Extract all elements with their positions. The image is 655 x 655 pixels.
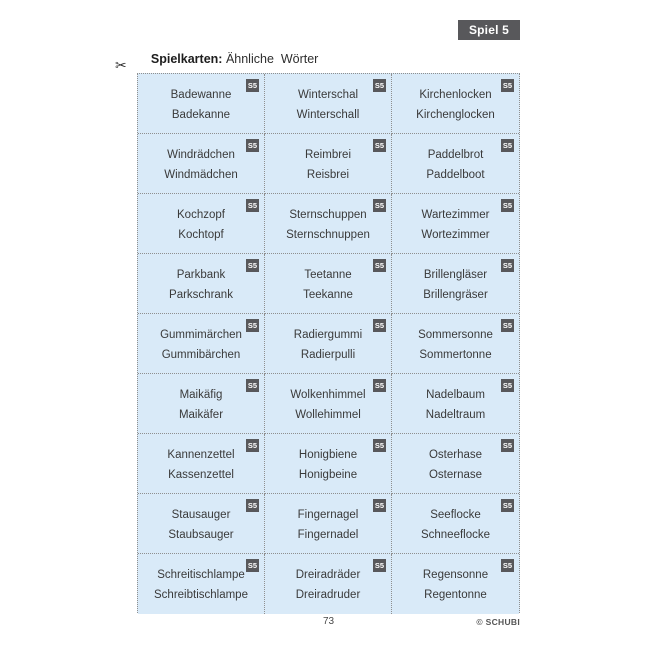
word-card [138, 314, 265, 374]
word-line-2: Regentonne [424, 589, 487, 601]
card-game-badge: S5 [374, 321, 385, 330]
word-line-1: Sternschuppen [289, 208, 367, 221]
word-line-2: Paddelboot [426, 168, 485, 181]
word-line-2: Nadeltraum [425, 408, 486, 421]
word-card [265, 554, 392, 614]
card-game-badge: S5 [374, 141, 385, 150]
word-line-1: Kochzopf [177, 208, 225, 221]
word-line-1: Nadelbaum [426, 388, 485, 401]
word-line-1: Parkbank [176, 268, 226, 281]
word-card [265, 134, 392, 194]
word-line-2: Staubsauger [168, 528, 234, 541]
card-game-badge: S5 [374, 381, 385, 390]
word-line-2: Schreibtischlampe [154, 589, 248, 601]
card-game-badge: S5 [502, 321, 513, 330]
word-card [392, 134, 519, 194]
word-card [138, 554, 265, 614]
card-game-badge: S5 [502, 261, 513, 270]
word-card [392, 494, 519, 554]
word-card [265, 374, 392, 434]
word-line-1: Osterhase [428, 448, 483, 461]
word-card [138, 374, 265, 434]
word-line-1: Wartezimmer [421, 208, 490, 221]
word-line-1: Stausauger [171, 508, 231, 521]
word-line-1: Kannenzettel [167, 448, 235, 461]
word-line-2: Wortezimmer [421, 228, 490, 241]
word-card [265, 194, 392, 254]
word-line-1: Wolkenhimmel [290, 388, 366, 401]
word-line-1: Brillengläser [423, 268, 488, 281]
word-line-1: Reimbrei [304, 148, 351, 161]
card-game-badge: S5 [502, 381, 513, 390]
word-line-2: Kochtopf [178, 228, 224, 241]
card-game-badge: S5 [502, 141, 513, 150]
card-game-badge: S5 [247, 81, 258, 90]
card-game-badge: S5 [247, 381, 258, 390]
card-game-badge: S5 [247, 501, 258, 510]
word-line-1: Dreiradräder [295, 569, 361, 581]
word-card [138, 254, 265, 314]
word-line-2: Teekanne [303, 288, 353, 301]
card-game-badge: S5 [374, 81, 385, 90]
card-game-badge: S5 [374, 561, 385, 570]
word-card [392, 74, 519, 134]
word-line-2: Parkschrank [169, 288, 233, 301]
word-line-1: Gummimärchen [160, 328, 242, 341]
word-card [392, 194, 519, 254]
word-card [138, 194, 265, 254]
word-line-1: Winterschal [297, 88, 359, 101]
word-line-2: Kassenzettel [168, 468, 234, 481]
card-game-badge: S5 [247, 141, 258, 150]
page-title-label: Spielkarten: [150, 52, 223, 66]
word-line-2: Schneeflocke [420, 528, 491, 541]
word-line-1: Schreitischlampe [157, 569, 245, 581]
word-line-2: Sommertonne [419, 348, 492, 361]
card-game-badge: S5 [247, 261, 258, 270]
word-card [392, 314, 519, 374]
page-number: 73 [322, 616, 335, 627]
card-game-badge: S5 [247, 321, 258, 330]
word-line-1: Kirchenlocken [419, 88, 492, 101]
word-line-2: Brillengräser [423, 288, 488, 301]
card-game-badge: S5 [374, 441, 385, 450]
word-card [392, 374, 519, 434]
word-line-1: Windrädchen [167, 148, 235, 161]
word-line-2: Kirchenglocken [416, 108, 495, 121]
scissors-icon: ✂ [115, 57, 127, 73]
word-line-1: Sommersonne [418, 328, 493, 341]
card-grid [137, 73, 520, 613]
word-line-2: Reisbrei [306, 168, 350, 181]
word-card [265, 314, 392, 374]
word-card [138, 494, 265, 554]
page-title-subject: Ähnliche Wörter [222, 52, 319, 66]
word-line-1: Badewanne [170, 88, 232, 101]
word-line-1: Honigbiene [298, 448, 358, 461]
word-line-1: Regensonne [422, 569, 489, 581]
card-game-badge: S5 [502, 81, 513, 90]
word-card [138, 74, 265, 134]
word-line-1: Paddelbrot [427, 148, 484, 161]
card-game-badge: S5 [502, 201, 513, 210]
word-card [138, 434, 265, 494]
word-card [265, 494, 392, 554]
word-line-2: Gummibärchen [161, 348, 241, 361]
word-line-2: Sternschnuppen [286, 228, 370, 241]
word-card [265, 434, 392, 494]
word-card [392, 434, 519, 494]
copyright-notice: © SCHUBI [476, 617, 520, 627]
word-card [392, 554, 519, 614]
card-game-badge: S5 [374, 261, 385, 270]
word-line-2: Badekanne [171, 108, 231, 121]
word-line-1: Seeflocke [430, 508, 481, 521]
word-line-1: Teetanne [304, 268, 352, 281]
word-line-2: Osternase [428, 468, 483, 481]
word-line-1: Radiergummi [293, 328, 363, 341]
word-card [265, 74, 392, 134]
card-game-badge: S5 [247, 201, 258, 210]
word-line-2: Dreiradruder [295, 589, 361, 601]
word-line-2: Fingernadel [297, 528, 359, 541]
card-game-badge: S5 [502, 561, 513, 570]
word-line-2: Honigbeine [298, 468, 358, 481]
word-line-1: Fingernagel [297, 508, 359, 521]
word-line-2: Windmädchen [164, 168, 238, 181]
card-game-badge: S5 [502, 501, 513, 510]
card-game-badge: S5 [247, 561, 258, 570]
word-line-2: Maikäfer [178, 408, 224, 421]
game-number-badge: Spiel 5 [458, 20, 520, 40]
card-game-badge: S5 [374, 201, 385, 210]
word-card [392, 254, 519, 314]
word-line-2: Winterschall [296, 108, 360, 121]
card-game-badge: S5 [374, 501, 385, 510]
word-line-2: Radierpulli [300, 348, 356, 361]
card-game-badge: S5 [247, 441, 258, 450]
card-game-badge: S5 [502, 441, 513, 450]
word-card [265, 254, 392, 314]
word-card [138, 134, 265, 194]
word-line-2: Wollehimmel [295, 408, 361, 421]
word-line-1: Maikäfig [179, 388, 223, 401]
